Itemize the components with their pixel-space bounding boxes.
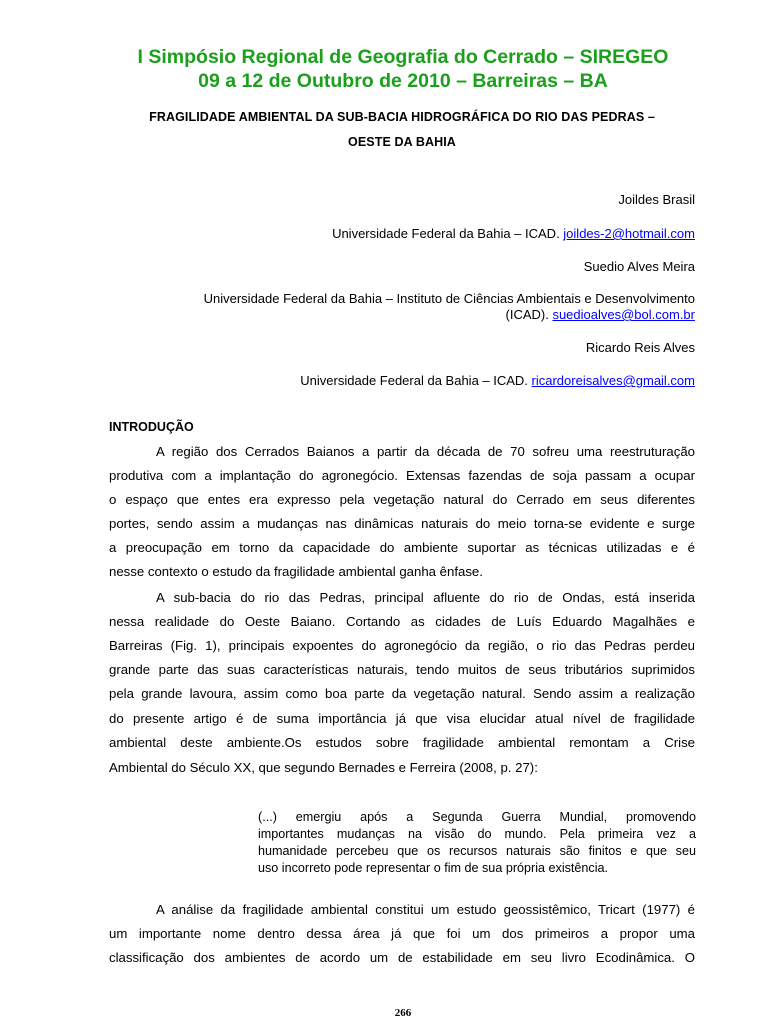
quote-line: (...) emergiu após a Segunda Guerra Mundial, promovendo (258, 810, 696, 824)
paragraph-line: a preocupação em torno da capacidade do ambiente suportar as técnicas utilizadas e é (109, 540, 695, 555)
conference-dates-location: 09 a 12 de Outubro de 2010 – Barreiras – BA (198, 70, 608, 92)
affiliation-text: Universidade Federal da Bahia – ICAD. (300, 373, 532, 388)
paragraph-line: um importante nome dentro dessa área já que foi um dos primeiros a propor uma (109, 926, 695, 941)
conference-header (0, 45, 768, 93)
author-email-link[interactable]: joildes-2@hotmail.com (563, 226, 695, 241)
author-name: Ricardo Reis Alves (585, 340, 695, 355)
paragraph-line: grande parte das suas características naturais, tendo muitos de seus tributários suprimidos (109, 662, 695, 677)
paragraph-line: classificação dos ambientes de acordo um de estabilidade em seu livro Ecodinâmica. O (109, 950, 695, 965)
author-email-link[interactable]: ricardoreisalves@gmail.com (531, 373, 695, 388)
paragraph-line: nessa realidade do Oeste Baiano. Cortando as cidades de Luís Eduardo Magalhães e (109, 614, 695, 629)
paragraph-line: ambiental deste ambiente.Os estudos sobre fragilidade ambiental remontam a Crise (109, 735, 695, 750)
paper-title-line-1: FRAGILIDADE AMBIENTAL DA SUB-BACIA HIDROGRÁFICA DO RIO DAS PEDRAS – (149, 110, 655, 124)
author-affiliation (300, 373, 695, 389)
author-affiliation-line-1: Universidade Federal da Bahia – Instituto de Ciências Ambientais e Desenvolvimento (203, 291, 695, 306)
paragraph-line: nesse contexto o estudo da fragilidade ambiental ganha ênfase. (109, 564, 483, 579)
quote-line: importantes mudanças na visão do mundo. Pela primeira vez a (258, 827, 696, 841)
paragraph-line: A região dos Cerrados Baianos a partir da década de 70 sofreu uma reestruturação (156, 444, 695, 459)
section-heading: INTRODUÇÃO (109, 420, 194, 434)
author-email-link[interactable]: suedioalves@bol.com.br (552, 307, 695, 322)
paper-title-line-2: OESTE DA BAHIA (348, 135, 456, 149)
quote-line: uso incorreto pode representar o fim de sua própria existência. (258, 861, 609, 875)
author-affiliation (332, 226, 695, 242)
author-name: Joildes Brasil (618, 192, 695, 207)
author-name: Suedio Alves Meira (583, 259, 695, 274)
conference-title: I Simpósio Regional de Geografia do Cerrado – SIREGEO (137, 46, 669, 68)
page-number: 266 (394, 1007, 412, 1019)
affiliation-text: Universidade Federal da Bahia – ICAD. (332, 226, 564, 241)
paragraph-line: produtiva com a implantação do agronegócio. Extensas fazendas de soja passam a ocupar (109, 468, 695, 483)
paragraph-line: A sub-bacia do rio das Pedras, principal afluente do rio de Ondas, está inserida (156, 590, 695, 605)
paragraph-line: portes, sendo assim a mudanças nas dinâmicas naturais do meio torna-se evidente e surge (109, 516, 695, 531)
paragraph-line: Ambiental do Século XX, que segundo Bernades e Ferreira (2008, p. 27): (109, 760, 538, 775)
paragraph-line: o espaço que entes era expresso pela vegetação natural do Cerrado em seus diferentes (109, 492, 695, 507)
paragraph-line: Barreiras (Fig. 1), principais expoentes do agronegócio da região, o rio das Pedras perdeu (109, 638, 695, 653)
paragraph-line: do presente artigo é de suma importância já que visa elucidar atual nível de fragilidade (109, 711, 695, 726)
paragraph-line: pela grande lavoura, assim como boa parte da vegetação natural. Sendo assim a realização (109, 686, 695, 701)
quote-line: humanidade percebeu que os recursos naturais são finitos e que seu (258, 844, 696, 858)
paragraph-line: A análise da fragilidade ambiental constitui um estudo geossistêmico, Tricart (1977) é (156, 902, 695, 917)
author-affiliation-line-2 (506, 307, 696, 323)
affiliation-text: (ICAD). (505, 307, 553, 322)
